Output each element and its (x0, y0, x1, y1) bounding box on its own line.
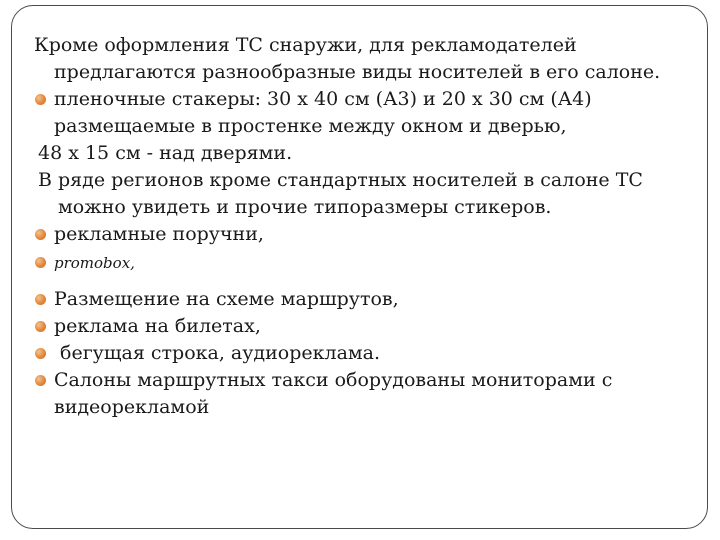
bullet-text: promobox, (54, 254, 135, 272)
intro-paragraph: Кроме оформления ТС снаружи, для рекламодателей предлагаются разнообразные виды носителей в его салоне. (34, 34, 661, 83)
spacer (34, 277, 694, 286)
bullet-item-stickers (34, 86, 694, 140)
bullet-text: Салоны маршрутных такси оборудованы мониторами с видеорекламой (54, 369, 613, 418)
bullet-item-tickets (34, 313, 694, 340)
bullet-text: реклама на билетах, (54, 315, 261, 337)
bullet-item-handrails (34, 221, 694, 248)
bullet-item-monitors (34, 367, 694, 421)
bullet-text: рекламные поручни, (54, 223, 264, 245)
bullet-text: пленочные стакеры: 30 х 40 см (А3) и 20 х 30 см (А4) размещаемые в простенке между окном и дверью, (54, 88, 592, 137)
regions-paragraph: В ряде регионов кроме стандартных носителей в салоне ТС можно увидеть и прочие типоразмеры стикеров. (38, 169, 643, 218)
door-size-line: 48 х 15 см - над дверями. (38, 142, 293, 164)
bullet-item-running-line (34, 340, 694, 367)
slide-content (34, 32, 694, 421)
bullet-text: бегущая строка, аудиореклама. (54, 342, 381, 364)
bullet-item-promobox (34, 249, 694, 277)
bullet-text: Размещение на схеме маршрутов, (54, 288, 399, 310)
bullet-item-route-map (34, 286, 694, 313)
